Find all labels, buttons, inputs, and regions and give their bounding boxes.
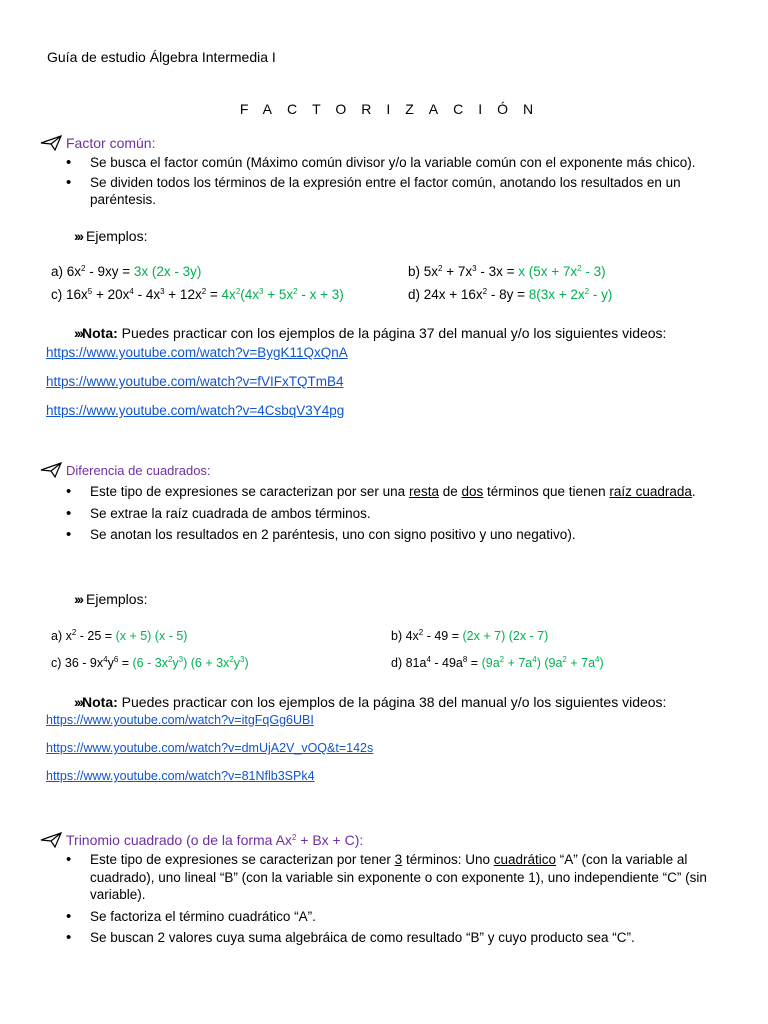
section-heading-text: Diferencia de cuadrados: [66,462,211,478]
double-arrow-icon: ››› [74,694,82,710]
examples-label: Ejemplos: [86,228,148,244]
video-link[interactable]: https://www.youtube.com/watch?v=81Nflb3SPk4 [46,769,315,783]
section-heading-trinomio-cuadrado [40,832,363,848]
example-a: a) $6x^2 - 9xy = 3x$ (2x - 3y) [51,264,202,279]
bullet-list [66,851,736,949]
bullet-item: • Se anotan los resultados en 2 paréntesis, uno con signo positivo y uno negativo). [66,526,736,544]
paper-plane-icon [40,135,62,151]
double-arrow-icon: ››› [74,591,82,607]
section-heading-diferencia-cuadrados [40,462,211,478]
example-b: b) $4x^2 - 49 = (2x + 7)$ (2x - 7) [391,628,549,643]
section-heading-factor-comun [40,135,155,151]
bullet-list [66,154,736,211]
bullet-list [66,483,736,546]
example-d: d) $81a^4 - 49a^8 = (9a^2 + 7a^4) (9a^2 + 7a^4)$ [391,655,604,670]
section-heading-text: Trinomio cuadrado (o de la forma $Ax^2 + Bx + C$): [66,832,364,848]
double-arrow-icon: ››› [74,325,82,341]
section-heading-text: Factor común: [66,135,156,151]
video-link[interactable]: https://www.youtube.com/watch?v=itgFqGg6UBI [46,713,314,727]
video-link[interactable]: https://www.youtube.com/watch?v=dmUjA2V_vOQ&t=142s [46,741,374,755]
paper-plane-icon [40,832,62,848]
example-c: c) $36 - 9x^4y^6 = (6 - 3x^2y^3) (6 + 3x^2y^3)$ [51,655,249,670]
video-link[interactable]: https://www.youtube.com/watch?v=fVIFxTQTmB4 [46,374,344,389]
example-b: b) $5x^2 + 7x^3 - 3x = x$ $(5x + 7x^2 - 3)$ [408,264,606,279]
examples-label: Ejemplos: [86,591,148,607]
main-title: FACTORIZACIÓN [239,101,549,117]
bullet-item: • Se extrae la raíz cuadrada de ambos términos. [66,505,736,523]
example-c: c) $16x^5 + 20x^4 - 4x^3 + 12x^2 = 4x^2(4x^3 + 5x^2 - x + 3)$ [51,287,344,302]
examples-heading [74,591,147,607]
note: ›››Nota: Puedes practicar con los ejemplos de la página 37 del manual y/o los siguientes videos: [74,325,667,341]
example-a: a) $x^2 - 25 = (x + 5)$ (x - 5) [51,628,188,643]
bullet-item: • Se busca el factor común (Máximo común divisor y/o la variable común con el exponente más chico). [66,154,736,172]
paper-plane-icon [40,462,62,478]
bullet-item: • Este tipo de expresiones se caracterizan por ser una resta de dos términos que tienen raíz cuadrada. [66,483,736,501]
double-arrow-icon: ››› [74,228,82,244]
video-link[interactable]: https://www.youtube.com/watch?v=BygK11QxQnA [46,345,348,360]
video-link[interactable]: https://www.youtube.com/watch?v=4CsbqV3Y4pg [46,403,345,418]
document-title: Guía de estudio Álgebra Intermedia I [47,49,276,65]
examples-heading [74,228,147,244]
bullet-item: • Se dividen todos los términos de la expresión entre el factor común, anotando los resultados en un paréntesis. [66,174,736,209]
note: ›››Nota: Puedes practicar con los ejemplos de la página 38 del manual y/o los siguientes videos: [74,694,667,710]
example-d: d) $24x + 16x^2 - 8y = 8(3x + 2x^2 - y)$ [408,287,613,302]
bullet-item: • Se buscan 2 valores cuya suma algebráica de como resultado “B” y cuyo producto sea “C”. [66,929,736,947]
bullet-item: • Este tipo de expresiones se caracterizan por tener 3 términos: Uno cuadrático “A” (con la variable al cuadrado), uno lineal “B” (con la variable sin exponente o con exponente 1), uno independiente “C” (sin variable). [66,851,736,904]
bullet-item: • Se factoriza el término cuadrático “A”. [66,908,736,926]
